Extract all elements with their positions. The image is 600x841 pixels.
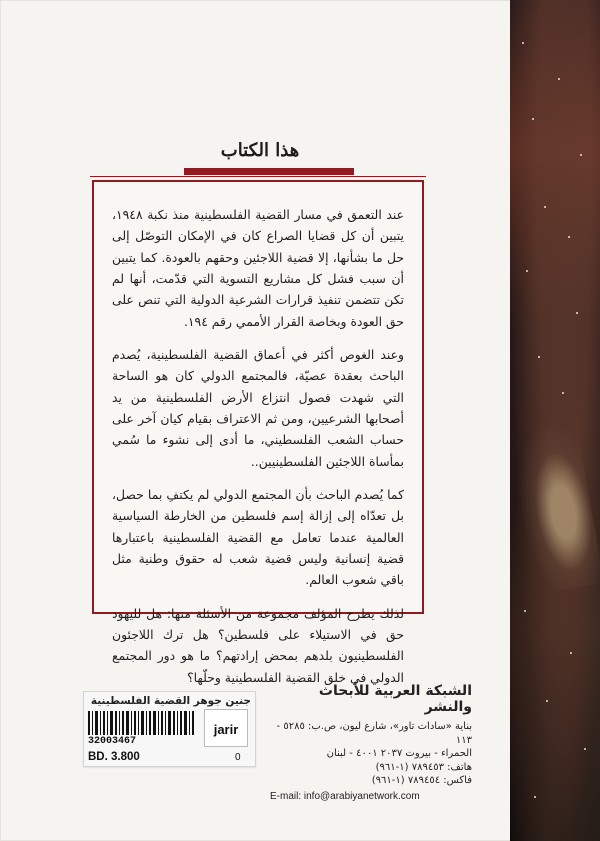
artwork-speck bbox=[576, 312, 578, 314]
blurb-frame bbox=[92, 180, 424, 685]
artwork-highlight bbox=[510, 415, 600, 595]
sticker-extra: 0 bbox=[235, 752, 241, 763]
sticker-code: 32003467 bbox=[88, 736, 137, 747]
artwork-speck bbox=[580, 154, 582, 156]
publisher-address-line: بناية «سادات تاور»، شارع ليون، ص.ب: ٥٢٨٥ - ١١٣ bbox=[276, 721, 472, 746]
publisher-email: E-mail: info@arabiyanetwork.com bbox=[270, 790, 420, 802]
publisher-phone: هاتف: ٧٨٩٤٥٣ (١-٩٦١) bbox=[375, 761, 472, 773]
artwork-speck bbox=[524, 610, 526, 612]
heading-divider bbox=[90, 176, 426, 177]
publisher-block bbox=[270, 683, 472, 802]
artwork-speck bbox=[570, 652, 572, 654]
publisher-fax: فاكس: ٧٨٩٤٥٤ (١-٩٦١) bbox=[371, 775, 472, 786]
publisher-address-line: الحمراء - بيروت ٢٠٣٧ ٤٠٠١ - لبنان bbox=[326, 748, 472, 759]
artwork-speck bbox=[526, 270, 528, 272]
artwork-speck bbox=[532, 118, 534, 120]
section-heading: هذا الكتاب bbox=[220, 140, 300, 161]
publisher-name: الشبكة العربية للأبحاث والنشر bbox=[318, 683, 472, 715]
artwork-speck bbox=[568, 236, 570, 238]
price-sticker bbox=[83, 691, 256, 767]
blurb-paragraph: لذلك يطرح المؤلف مجموعة من الأسئلة منها: هل لليهود حق في الاستيلاء على فلسطين؟ هل ترك اللاجئون الفلسطينيون بلدهم بمحض إرادتهم؟ ما هو دور المجتمع الدولي في خلق القضية الفلسطينية وحلّها؟ bbox=[112, 605, 404, 685]
blurb-paragraph: كما يُصدم الباحث بأن المجتمع الدولي لم يكتفِ بما حصل، بل تعدّاه إلى إزالة إسم فلسطين من الخارطة السياسية العالمية عندما تعامل مع القضية الفلسطينية باعتبارها قضية إنسانية وليس قضية شعب له حقوق وطنية مثل باقي شعوب العالم. bbox=[112, 486, 404, 588]
artwork-speck bbox=[584, 748, 586, 750]
cover-artwork-strip bbox=[510, 0, 600, 841]
heading-accent-bar bbox=[184, 168, 354, 175]
jarir-logo-icon bbox=[206, 712, 246, 744]
artwork-speck bbox=[538, 356, 540, 358]
artwork-speck bbox=[558, 78, 560, 80]
blurb-paragraph: عند التعمق في مسار القضية الفلسطينية منذ نكبة ١٩٤٨، يتبين أن كل قضايا الصراع كان في الإمكان التوصّل إلى حل ما بشأنها، إلا قضية اللاجئين وحقهم بالعودة. كما يتبين أن سبب فشل كل مشاريع التسوية التي قدّمت، أنها لم تكن تتضمن تنفيذ قرارات الشرعية الدولية التي تنص على حق العودة وبخاصة القرار الأممي رقم ١٩٤. bbox=[112, 207, 404, 329]
bookstore-logo bbox=[204, 709, 248, 747]
logo-text: jarir bbox=[213, 722, 239, 737]
artwork-speck bbox=[562, 392, 564, 394]
artwork-speck bbox=[544, 206, 546, 208]
sticker-title: جنين جوهر القضية الفلسطينية bbox=[90, 695, 251, 707]
blurb-paragraph: وعند الغوص أكثر في أعماق القضية الفلسطينية، يُصدم الباحث بعقدة عصيّة، فالمجتمع الدولي كان هو الساحة التي شهدت فصول انتزاع الأرض الفلسطينية من يد أصحابها الشرعيين، ومن ثم الاعتراف بقيام كيان آخر على حساب الشعب الفلسطيني، ما أدى إلى نشوء ما سُمي بمأساة اللاجئين الفلسطينيين.. bbox=[112, 346, 404, 469]
barcode bbox=[88, 711, 196, 735]
artwork-speck bbox=[522, 42, 524, 44]
artwork-speck bbox=[546, 700, 548, 702]
sticker-price: BD. 3.800 bbox=[88, 751, 140, 763]
artwork-speck bbox=[534, 796, 536, 798]
